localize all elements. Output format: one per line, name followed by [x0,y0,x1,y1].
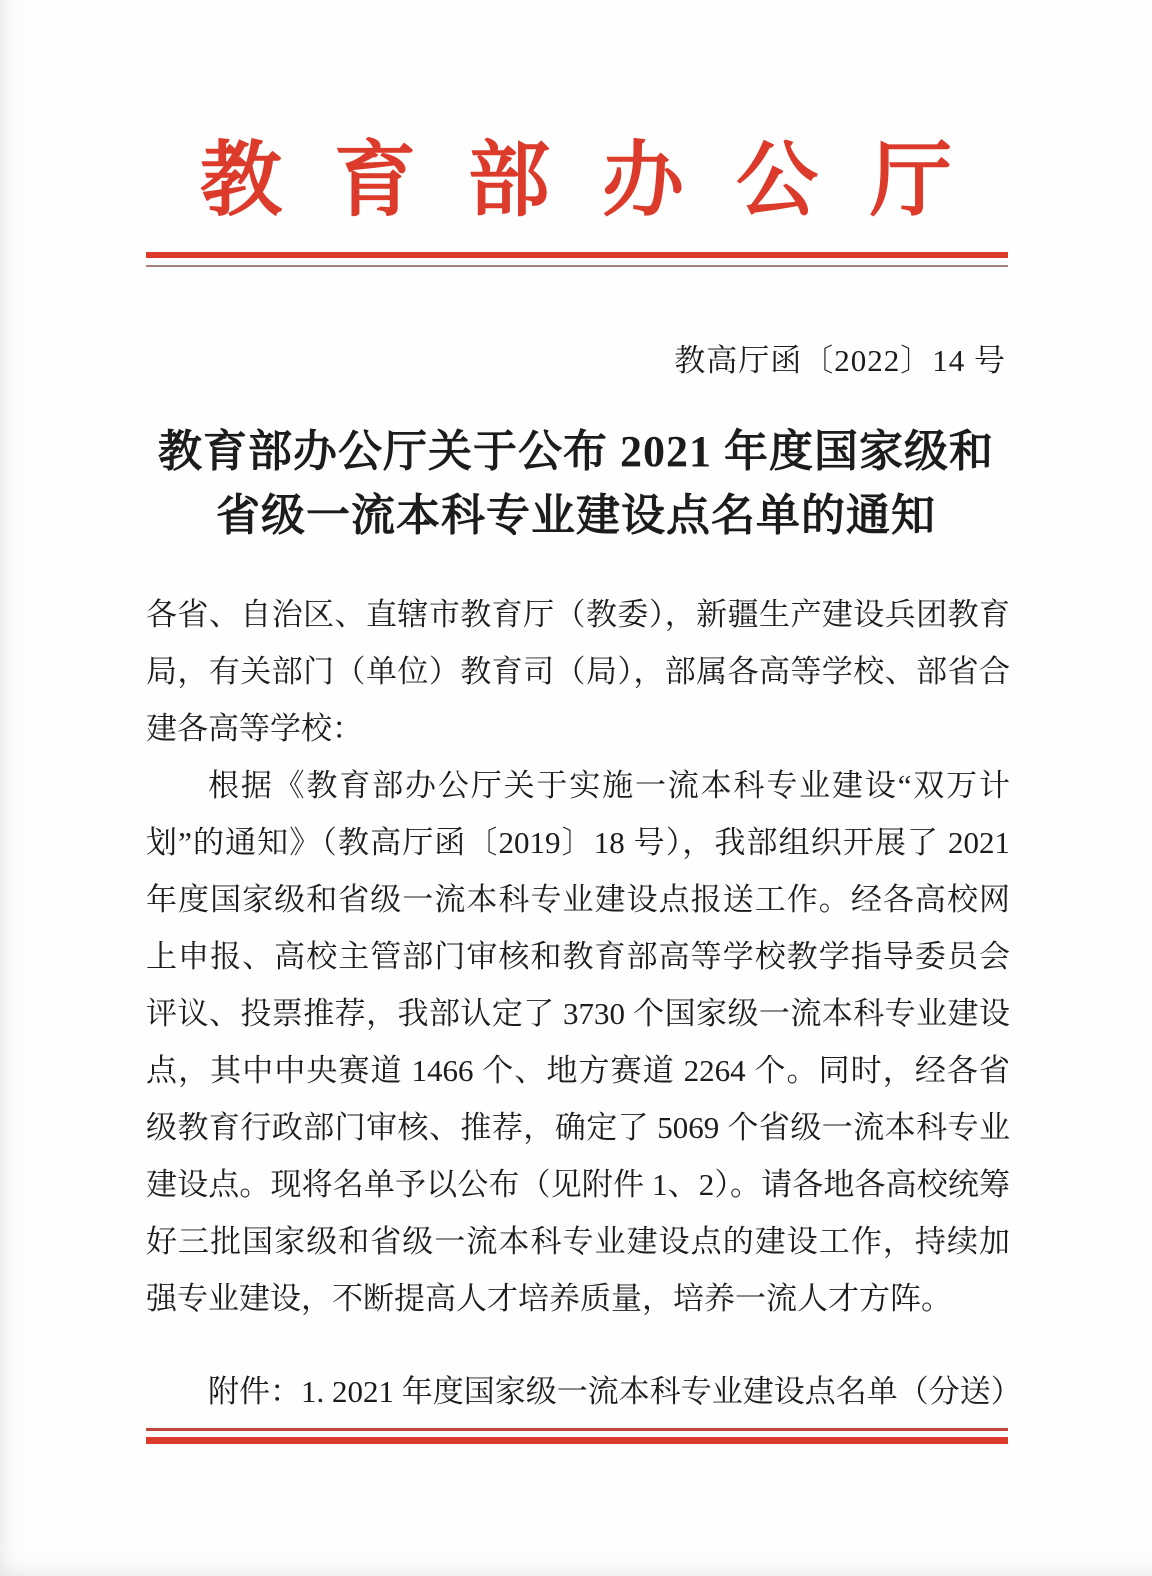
notice-body [146,586,1010,1327]
main-paragraph: 根据《教育部办公厅关于实施一流本科专业建设“双万计划”的通知》（教高厅函〔2019〕18 号），我部组织开展了 2021 年度国家级和省级一流本科专业建设点报送工作。经各高校网上申报、高校主管部门审核和教育部高等学校教学指导委员会评议、投票推荐，我部认定了 3730 个国家级一流本科专业建设点，其中中央赛道 1466 个、地方赛道 2264 个。同时，经各省级教育行政部门审核、推荐，确定了 5069 个省级一流本科专业建设点。现将名单予以公布（见附件 1、2）。请各地各高校统筹好三批国家级和省级一流本科专业建设点的建设工作，持续加强专业建设，不断提高人才培养质量，培养一流人才方阵。 [146,768,1010,1316]
attachment-line: 附件：1. 2021 年度国家级一流本科专业建设点名单（分送） [208,1374,1022,1409]
footer-divider-thin-rule [146,1428,1008,1431]
notice-title [60,420,1092,548]
letterhead-agency-name: 教育部办公厅 [199,135,1004,226]
letterhead-divider-thick-rule [146,252,1008,258]
notice-title-line-1: 教育部办公厅关于公布 2021 年度国家级和 [158,427,994,476]
letterhead-divider-thin-rule [146,265,1008,267]
letterhead-divider [146,252,1008,267]
footer-divider-thick-rule [146,1437,1008,1444]
notice-title-line-2: 省级一流本科专业建设点名单的通知 [216,491,936,540]
footer-divider [146,1428,1008,1444]
document-reference-number: 教高厅函〔2022〕14 号 [674,343,1006,378]
salutation-paragraph: 各省、自治区、直辖市教育厅（教委），新疆生产建设兵团教育局，有关部门（单位）教育司（局），部属各高等学校、部省合建各高等学校： [146,597,1010,746]
